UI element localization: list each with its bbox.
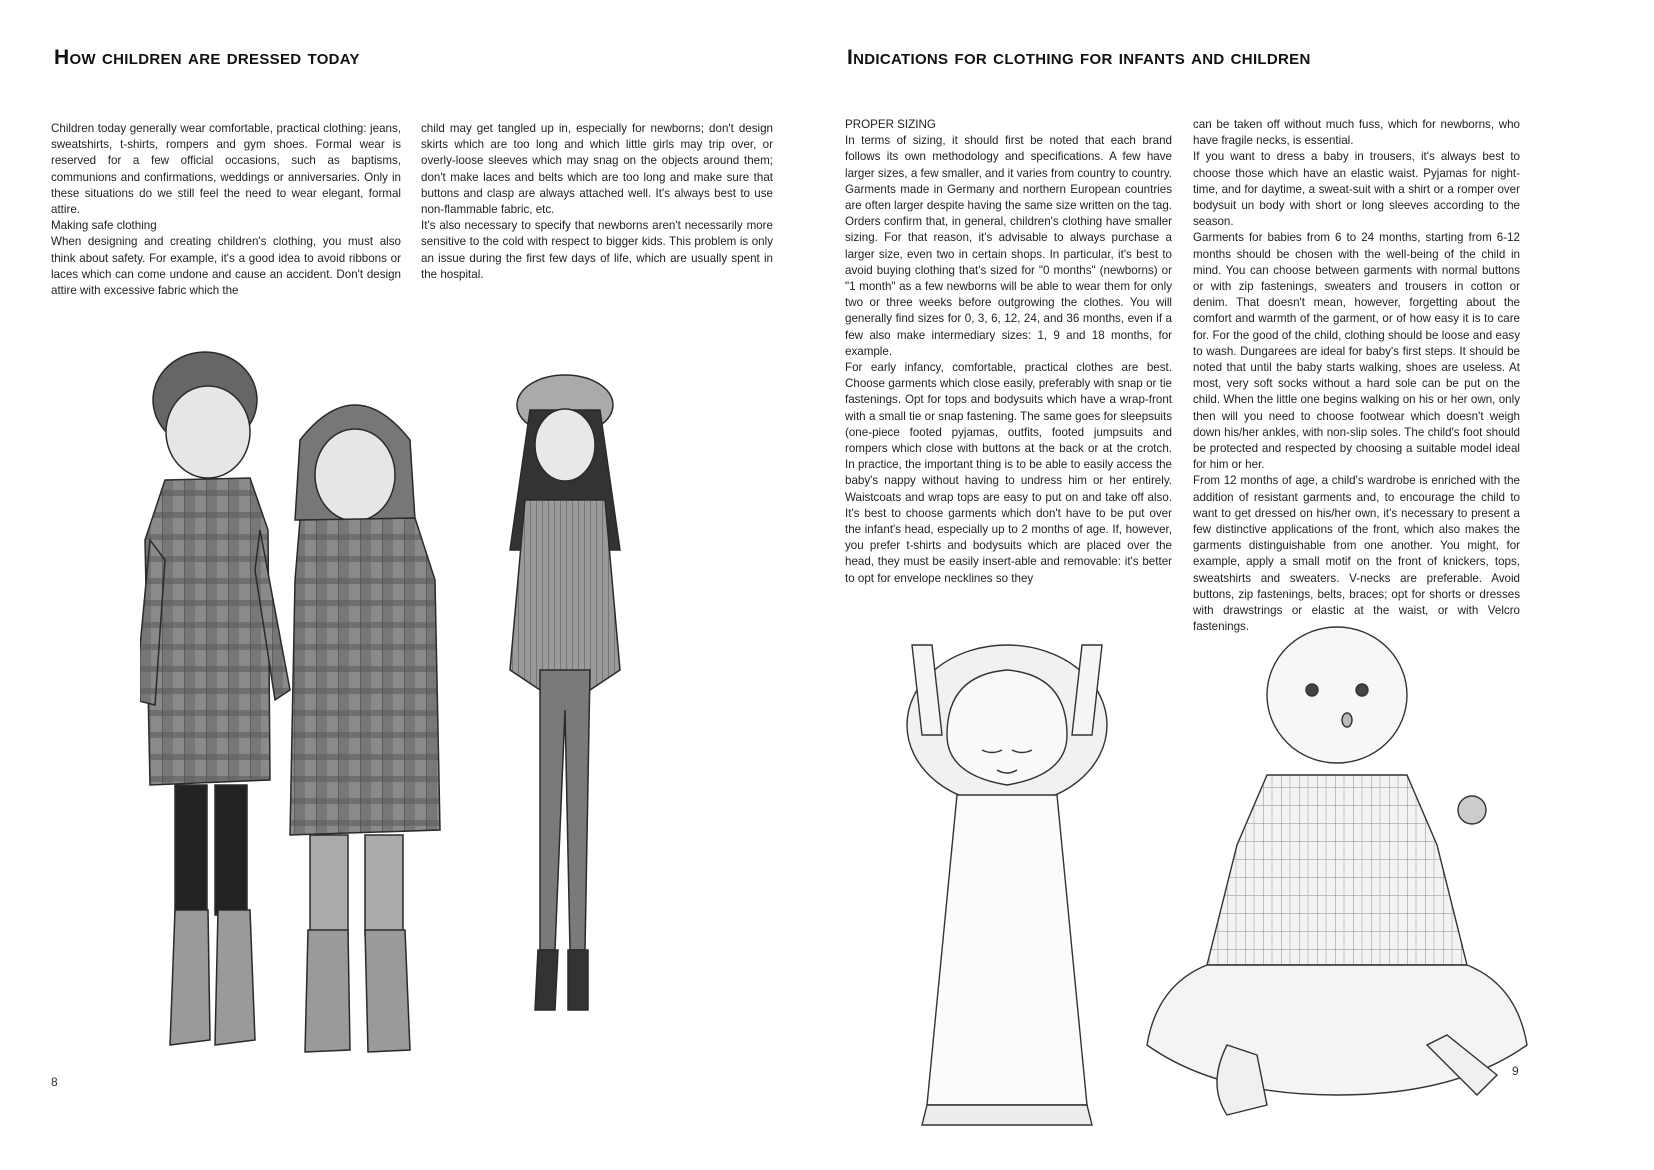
subheading: Making safe clothing (51, 219, 157, 233)
paragraph: Garments for babies from 6 to 24 months, starting from 6-12 months should be chosen with the well-being of the child in mind. You can choose between garments with normal buttons or with zip fastenings, sweaters and trousers in cotton or denim. That doesn't mean, however, forgetting about the comfort and warmth of the garment, or of how easy it is to care for. For the good of the child, clothing should be loose and easy to wash. Dungarees are ideal for baby's first steps. It should be noted that until the baby starts walking, shoes are useless. At most, very soft socks without a hard sole can be put on the child. When the little one begins walking on his or her own, only then will you need to choose footwear which doesn't weigh down his/her ankles, with non-slip soles. The child's foot should be protected and respected by choosing a suitable model ideal for him or her. (1193, 231, 1520, 472)
page-title: How children are dressed today (54, 46, 360, 69)
page-number: 9 (1512, 1064, 1519, 1078)
child-figure (290, 405, 440, 1052)
illustration-three-children (140, 350, 660, 1120)
right-page (827, 0, 1654, 1170)
paragraph: It's also necessary to specify that newborns aren't necessarily more sensitive to the cold with respect to bigger kids. This problem is only an issue during the first few days of life, which are usually spent in the hospital. (421, 219, 773, 281)
paragraph: Children today generally wear comfortable, practical clothing: jeans, sweatshirts, t-shirts, rompers and gym shoes. Formal wear is reserved for a few official occasions, such as baptisms, communions and confirmations, weddings or anniversaries. Only in these situations do we still feel the need to wear elegant, formal attire. (51, 122, 401, 217)
paragraph: child may get tangled up in, especially for newborns; don't design skirts which are too long and which little girls may trip over, or overly-loose sleeves which may snag on the objects around them; don't make laces and belts which are too long and make sure that buttons and clasp are always attached well. It's always best to use non-flammable fabric, etc. (421, 122, 773, 217)
paragraph: From 12 months of age, a child's wardrobe is enriched with the addition of resistant garments and, to encourage the child to want to get dressed on his/her own, it's necessary to present a few distinctive applications of the front, which also makes the garments distinguishable from one another. You might, for example, apply a small motif on the front of knickers, tops, sweatshirts and sweaters. V-necks are preferable. Avoid buttons, zip fastenings, belts, braces; opt for shorts or dresses with drawstrings or elastic at the waist, or with Velcro fastenings. (1193, 474, 1520, 634)
paragraph: can be taken off without much fuss, which for newborns, who have fragile necks, is essential. (1193, 118, 1520, 148)
child-figure (140, 352, 290, 1045)
page-title: Indications for clothing for infants and children (847, 46, 1311, 69)
page-number: 8 (51, 1075, 58, 1089)
illustration-seated-baby (1137, 625, 1537, 1135)
text-column-2 (1193, 117, 1520, 636)
paragraph: When designing and creating children's clothing, you must also think about safety. For example, it's a good idea to avoid ribbons or laces which can come undone and cause an accident. Don't design attire with excessive fabric which the (51, 235, 401, 298)
subheading: PROPER SIZING (845, 118, 936, 131)
illustration-sleeping-baby (887, 625, 1127, 1155)
text-column-1 (51, 121, 401, 299)
child-figure (510, 375, 620, 1010)
text-column-1 (845, 117, 1172, 587)
paragraph: If you want to dress a baby in trousers, it's always best to choose those which have an elastic waist. Pyjamas for night-time, and for daytime, a sweat-suit with a shirt or a romper over bodysuit un body with short or long sleeves according to the season. (1193, 150, 1520, 229)
paragraph: For early infancy, comfortable, practical clothes are best. Choose garments which close easily, preferably with snap or tie fastenings. Opt for tops and bodysuits which have a wrap-front with a small tie or snap fastening. The same goes for sleepsuits (one-piece footed pyjamas, outfits, footed jumpsuits and rompers which close with buttons at the back or at the crotch. In practice, the important thing is to be able to easily access the baby's nappy without having to undress him or her entirely. Waistcoats and wrap tops are easy to put on and take off also. It's best to choose garments which don't have to be put over the infant's head, especially up to 2 months of age. If, however, you prefer t-shirts and bodysuits which are placed over the head, they must be easily insert-able and removable: it's better to opt for envelope necklines so they (845, 361, 1172, 585)
paragraph: In terms of sizing, it should first be noted that each brand follows its own methodology and specifications. A few have larger sizes, a few smaller, and it varies from country to country. Garments made in Germany and northern European countries are often larger despite having the same size written on the tag. Orders confirm that, in general, children's clothing have smaller sizing. For that reason, it's advisable to always purchase a larger size, even two in certain shops. In particular, it's best to avoid buying clothing that's sized for "0 months" (newborns) or "1 month" as a few newborns will be able to wear them for only two or three weeks before outgrowing the clothes. You will generally find sizes for 0, 3, 6, 12, 24, and 36 months, even if a few also make intermediary sizes: 1, 9 and 18 months, for example. (845, 134, 1172, 358)
text-column-2 (421, 121, 773, 283)
